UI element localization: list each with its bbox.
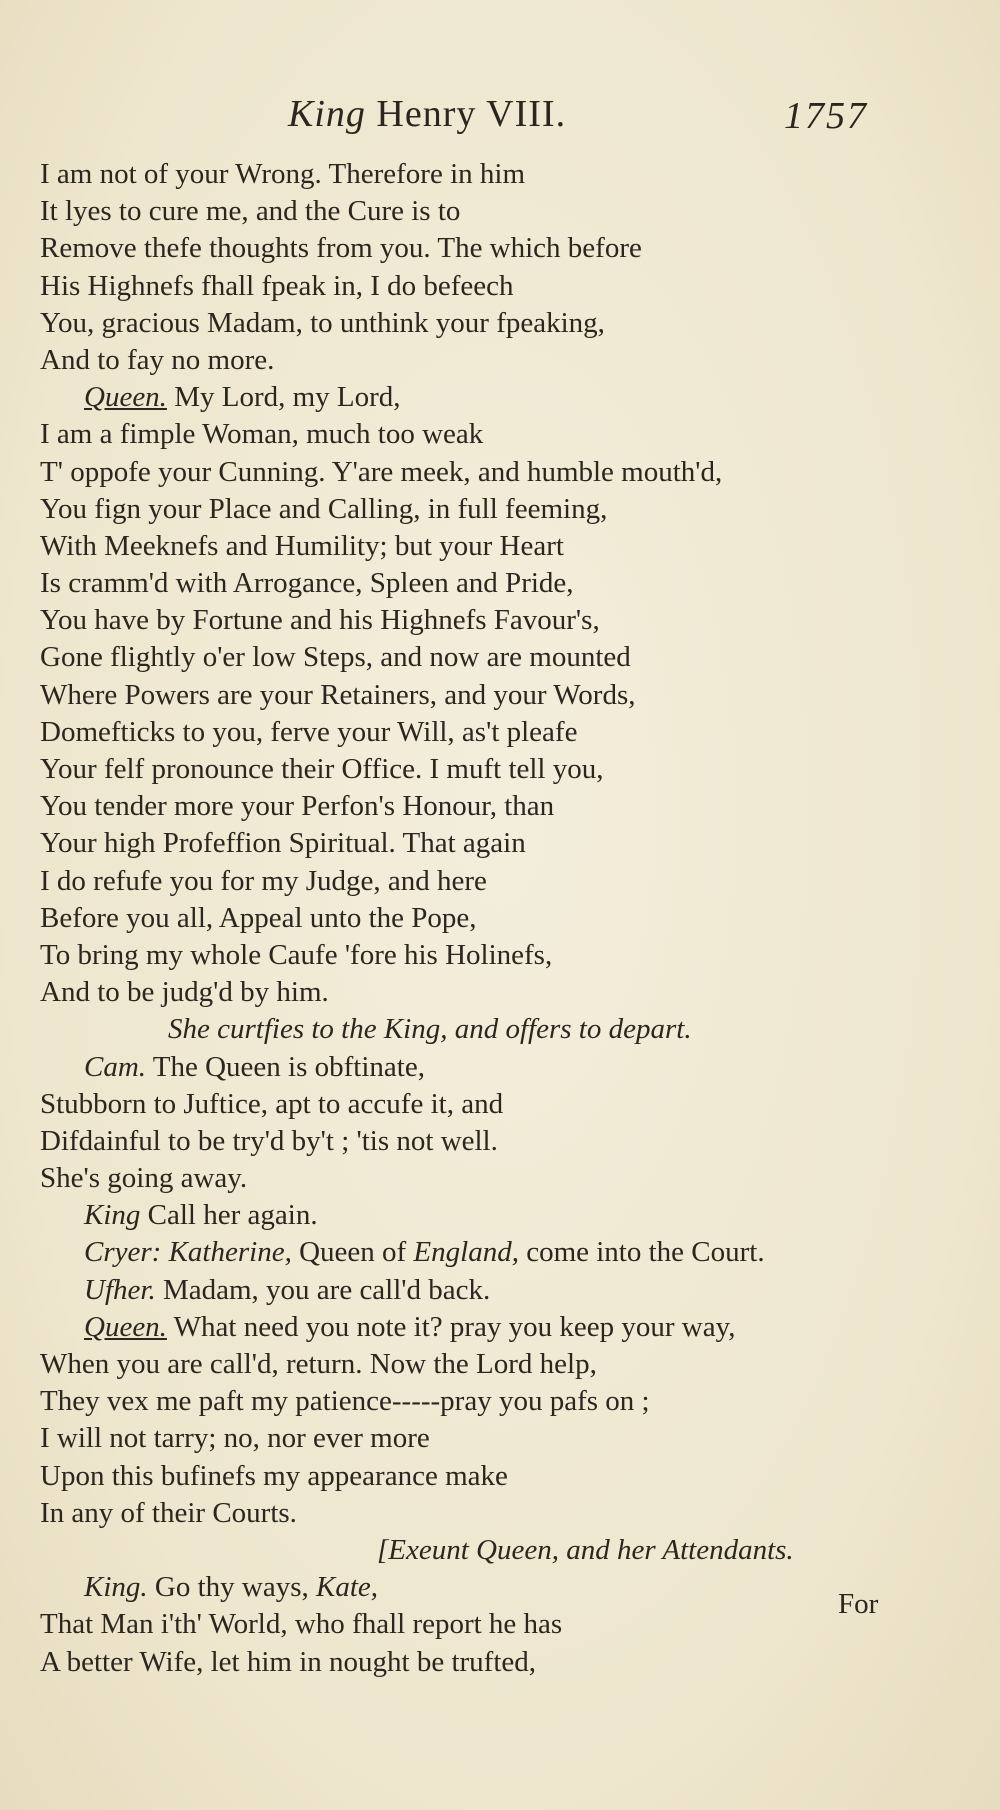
speech-line bbox=[40, 379, 940, 416]
running-head bbox=[0, 92, 1000, 142]
verse-line: With Meeknefs and Humility; but your Heart bbox=[40, 529, 564, 562]
verse-line: I am not of your Wrong. Therefore in him bbox=[40, 158, 525, 190]
speaker-name: King. bbox=[84, 1571, 148, 1604]
speech-text: The Queen is obftinate, bbox=[146, 1050, 425, 1083]
verse-line: You fign your Place and Calling, in full feeming, bbox=[40, 492, 608, 525]
verse-line: Is cramm'd with Arrogance, Spleen and Pride, bbox=[40, 567, 574, 600]
verse-line: A better Wife, let him in nought be trufted, bbox=[40, 1645, 537, 1678]
verse-line: His Highnefs fhall fpeak in, I do befeech bbox=[40, 269, 514, 302]
running-title-king: King bbox=[288, 93, 366, 135]
speech-line bbox=[40, 1197, 940, 1234]
verse-line: I am a fimple Woman, much too weak bbox=[40, 418, 484, 451]
speaker-name: Ufher. bbox=[84, 1273, 156, 1306]
verse-line: That Man i'th' World, who fhall report he has bbox=[40, 1608, 563, 1641]
verse-line: T' oppofe your Cunning. Y'are meek, and humble mouth'd, bbox=[40, 455, 723, 488]
speech-text: come into the Court. bbox=[518, 1236, 765, 1269]
verse-line: And to fay no more. bbox=[40, 343, 275, 376]
running-title-rest: Henry VIII. bbox=[365, 93, 567, 135]
verse-line: Before you all, Appeal unto the Pope, bbox=[40, 901, 477, 934]
place-name: England, bbox=[413, 1236, 519, 1269]
verse-line: Remove thefe thoughts from you. The which before bbox=[40, 232, 642, 265]
speech-line bbox=[40, 1309, 940, 1346]
running-title bbox=[288, 92, 566, 136]
verse-line: When you are call'd, return. Now the Lord help, bbox=[40, 1348, 597, 1380]
stage-direction: [Exeunt Queen, and her Attendants. bbox=[377, 1533, 794, 1566]
verse-line: Gone flightly o'er low Steps, and now are mounted bbox=[40, 641, 631, 674]
verse-line: And to be judg'd by him. bbox=[40, 976, 329, 1009]
stage-direction: She curtfies to the King, and offers to depart. bbox=[168, 1013, 692, 1046]
verse-line: I will not tarry; no, nor ever more bbox=[40, 1422, 430, 1455]
verse-line: She's going away. bbox=[40, 1162, 248, 1195]
page-number: 1757 bbox=[784, 95, 868, 137]
verse-line: To bring my whole Caufe 'fore his Holinefs, bbox=[40, 938, 553, 971]
verse-line: Your high Profeffion Spiritual. That again bbox=[40, 827, 526, 860]
speech-text: Madam, you are call'd back. bbox=[155, 1273, 491, 1306]
verse-line: Stubborn to Juftice, apt to accufe it, and bbox=[40, 1087, 504, 1120]
speech-line bbox=[40, 1569, 940, 1606]
speech-text: Call her again. bbox=[140, 1199, 318, 1232]
speech-text: My Lord, my Lord, bbox=[166, 381, 401, 414]
verse-line: In any of their Courts. bbox=[40, 1496, 297, 1529]
verse-line: They vex me paft my patience-----pray you pafs on ; bbox=[40, 1385, 650, 1418]
verse-line: Domefticks to you, ferve your Will, as't pleafe bbox=[40, 715, 578, 748]
character-name: Kate, bbox=[316, 1571, 379, 1604]
verse-line: You, gracious Madam, to unthink your fpeaking, bbox=[40, 306, 605, 339]
character-name: Katherine, bbox=[161, 1236, 292, 1269]
verse-line: Difdainful to be try'd by't ; 'tis not well. bbox=[40, 1124, 498, 1157]
speaker-name: Queen. bbox=[84, 1310, 167, 1343]
speaker-name: King bbox=[84, 1199, 141, 1232]
verse-line: I do refufe you for my Judge, and here bbox=[40, 864, 487, 897]
play-text bbox=[40, 156, 940, 1681]
verse-line: Upon this bufinefs my appearance make bbox=[40, 1459, 508, 1492]
speech-text: Go thy ways, bbox=[147, 1571, 317, 1604]
verse-line: You have by Fortune and his Highnefs Favour's, bbox=[40, 604, 600, 637]
speech-line bbox=[40, 1234, 940, 1271]
verse-line: Where Powers are your Retainers, and your Words, bbox=[40, 678, 636, 711]
verse-line: Your felf pronounce their Office. I muft tell you, bbox=[40, 753, 604, 785]
verse-line: It lyes to cure me, and the Cure is to bbox=[40, 195, 461, 228]
catchword: For bbox=[838, 1588, 879, 1620]
speech-text: What need you note it? pray you keep your way, bbox=[166, 1310, 736, 1343]
speech-line bbox=[40, 1049, 940, 1086]
speech-text: Queen of bbox=[291, 1236, 414, 1269]
speaker-name: Cam. bbox=[84, 1050, 147, 1083]
speaker-name: Queen. bbox=[84, 381, 167, 414]
verse-line: You tender more your Perfon's Honour, than bbox=[40, 790, 555, 823]
speech-line bbox=[40, 1272, 940, 1309]
speaker-name: Cryer: bbox=[84, 1236, 162, 1269]
